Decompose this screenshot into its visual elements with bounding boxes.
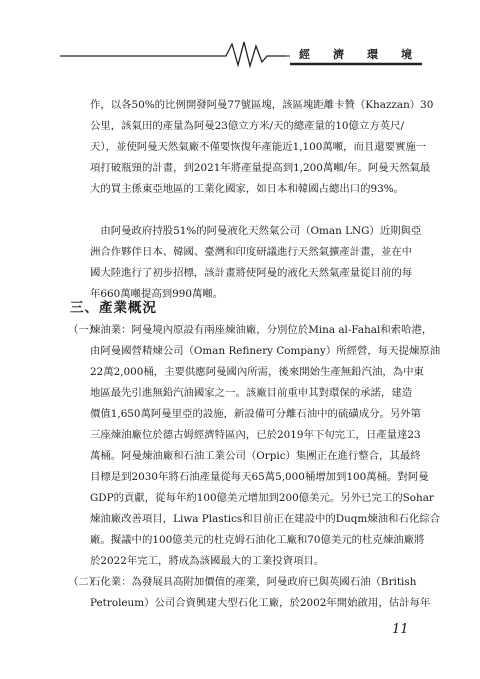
page-number: 11	[392, 622, 409, 637]
text-line: 洲合作夥伴日本、韓國、臺灣和印度研議進行天然氣擴產計畫，並在中	[90, 246, 413, 258]
text-line: 目標是到2030年將石油產量從每天65萬5,000桶增加到100萬桶。對阿曼	[90, 471, 429, 483]
text-line: 22萬2,000桶，主要供應阿曼國內所需，後來開始生產無鉛汽油，為中東	[90, 366, 424, 378]
paragraph-gas-production	[90, 95, 433, 200]
text-line: 大的買主係東亞地區的工業化國家，如日本和韓國占總出口的93%。	[90, 183, 405, 195]
text-line: 年660萬噸提高到990萬噸。	[90, 288, 224, 300]
text-line: 煉油業：阿曼境內原設有兩座煉油廠，分別位於Mina al-Fahal和索哈港，	[90, 324, 433, 336]
text-line: 煉油廠改善項目，Liwa Plastics和目前正在建設中的Duqm煉油和石化綜合	[90, 513, 441, 525]
text-line: 價值1,650萬阿曼里亞的設施，新設備可分離石油中的硫磺成分。另外第	[90, 408, 422, 420]
text-line: 萬桶。阿曼煉油廠和石油工業公司（Orpic）集團正在進行整合，其最終	[90, 450, 421, 462]
text-line: 石化業：為發展具高附加價值的產業，阿曼政府已與英國石油（British	[90, 576, 417, 588]
list-item-label: （一）	[68, 324, 100, 336]
list-item-label: （二）	[68, 576, 100, 588]
text-line: 公里，該氣田的產量為阿曼23億立方米/天的總產量的10億立方英尺/	[90, 120, 404, 132]
text-line: 國大陸進行了初步招標，該計畫將使阿曼的液化天然氣產量從目前的每	[90, 267, 413, 279]
text-line: 天），並使阿曼天然氣廠不僅要恢復年產能近1,100萬噸，而且還要實施一	[90, 141, 427, 153]
text-line: 由阿曼國營精煉公司（Oman Refinery Company）所經營，每天提煉原油	[90, 345, 441, 357]
text-line: GDP的貢獻，從每年約100億美元增加到200億美元。另外已完工的Sohar	[90, 492, 434, 504]
text-line: 由阿曼政府持股51%的阿曼液化天然氣公司（Oman LNG）近期與亞	[90, 225, 422, 237]
text-line: 地區最先引進無鉛汽油國家之一。該廠目前重申其對環保的承諾，建造	[90, 387, 413, 399]
text-line: 項打破瓶頸的計畫，到2021年將產量提高到1,200萬噸/年。阿曼天然氣最	[90, 162, 431, 174]
text-line: Petroleum）公司合資興建大型石化工廠，於2002年開始啟用，估計每年	[90, 597, 431, 609]
text-line: 作，以各50%的比例開發阿曼77號區塊，該區塊距離卡贊（Khazzan）30	[90, 99, 434, 111]
text-line: 三座煉油廠位於德古姆經濟特區內，已於2019年下旬完工，日產量達23	[90, 429, 421, 441]
header-title: 經 濟 環 境	[299, 48, 418, 61]
section-heading: 三、產業概況	[70, 300, 157, 316]
list-item-refining	[90, 320, 440, 572]
text-line: 廠。擬議中的100億美元的杜克姆石油化工廠和70億美元的杜克煉油廠將	[90, 534, 425, 546]
text-line: 於2022年完工，將成為該國最大的工業投資項目。	[90, 555, 325, 567]
list-item-petrochemical	[90, 572, 430, 614]
page-header	[60, 38, 422, 68]
paragraph-oman-lng	[90, 221, 421, 305]
